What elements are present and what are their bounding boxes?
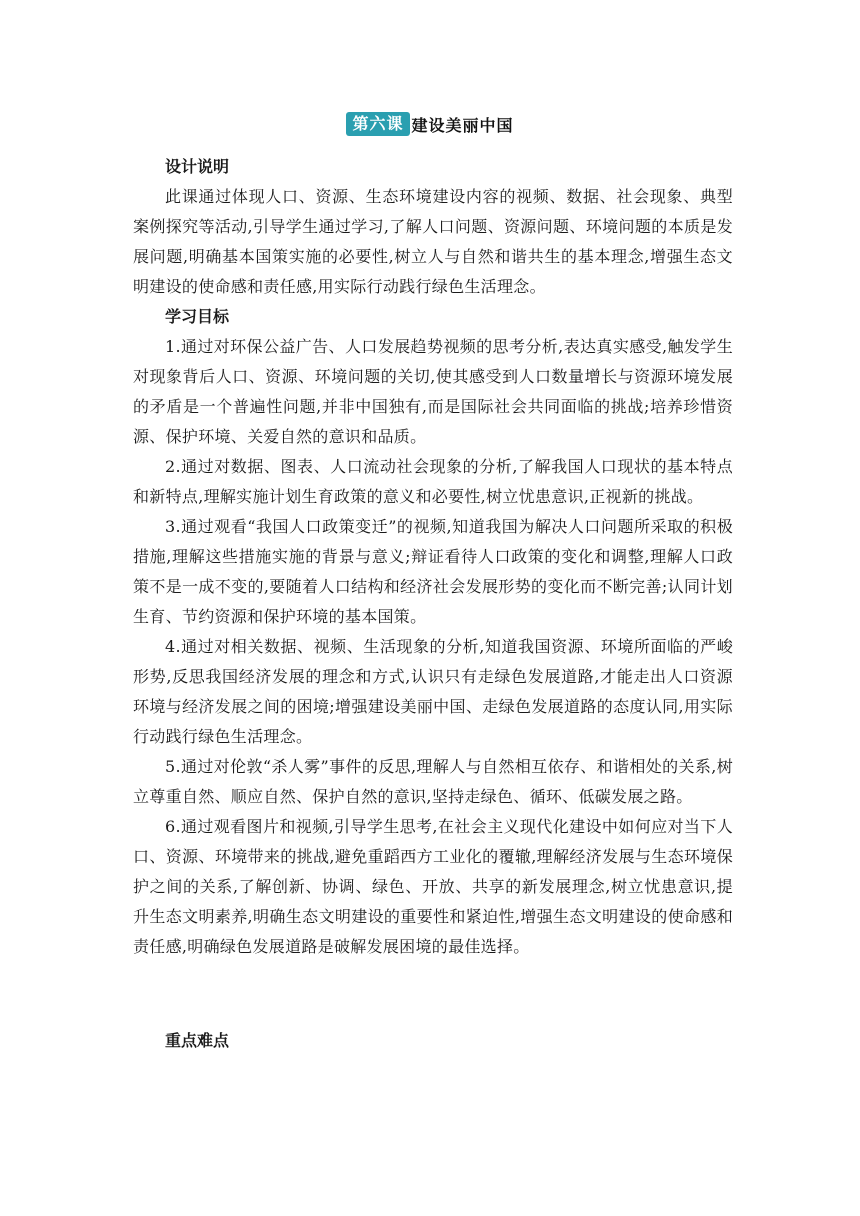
goal-item-4: 4.通过对相关数据、视频、生活现象的分析,知道我国资源、环境所面临的严峻形势,反思我国经济发展的理念和方式,认识只有走绿色发展道路,才能走出人口资源环境与经济发展之间的困境;增强建设美丽中国、走绿色发展道路的态度认同,用实际行动践行绿色生活理念。: [133, 637, 733, 746]
design-paragraph: 此课通过体现人口、资源、生态环境建设内容的视频、数据、社会现象、典型案例探究等活动,引导学生通过学习,了解人口问题、资源问题、环境问题的本质是发展问题,明确基本国策实施的必要性,树立人与自然和谐共生的基本理念,增强生态文明建设的使命感和责任感,用实际行动践行绿色生活理念。: [133, 187, 733, 296]
key-points-heading: 重点难点: [165, 1031, 230, 1050]
lesson-title-text: 建设美丽中国: [411, 115, 514, 135]
goal-item-1: 1.通过对环保公益广告、人口发展趋势视频的思考分析,表达真实感受,触发学生对现象背后人口、资源、环境问题的关切,使其感受到人口数量增长与资源环境发展的矛盾是一个普遍性问题,并非中国独有,而是国际社会共同面临的挑战;培养珍惜资源、保护环境、关爱自然的意识和品质。: [133, 337, 733, 446]
goal-item-2: 2.通过对数据、图表、人口流动社会现象的分析,了解我国人口现状的基本特点和新特点,理解实施计划生育政策的意义和必要性,树立忧患意识,正视新的挑战。: [133, 457, 733, 506]
lesson-number-badge: 第六课: [346, 112, 409, 136]
goal-item-3: 3.通过观看“我国人口政策变迁”的视频,知道我国为解决人口问题所采取的积极措施,理解这些措施实施的背景与意义;辩证看待人口政策的变化和调整,理解人口政策不是一成不变的,要随着人口结构和经济社会发展形势的变化而不断完善;认同计划生育、节约资源和保护环境的基本国策。: [133, 517, 733, 626]
goals-heading: 学习目标: [165, 307, 230, 326]
goal-item-6: 6.通过观看图片和视频,引导学生思考,在社会主义现代化建设中如何应对当下人口、资源、环境带来的挑战,避免重蹈西方工业化的覆辙,理解经济发展与生态环境保护之间的关系,了解创新、协调、绿色、开放、共享的新发展理念,树立忧患意识,提升生态文明素养,明确生态文明建设的重要性和紧迫性,增强生态文明建设的使命感和责任感,明确绿色发展道路是破解发展困境的最佳选择。: [133, 817, 733, 956]
design-heading: 设计说明: [165, 157, 230, 176]
lesson-title: [0, 112, 860, 136]
section-spacer: [133, 962, 733, 1026]
goal-item-5: 5.通过对伦敦“杀人雾”事件的反思,理解人与自然相互依存、和谐相处的关系,树立尊重自然、顺应自然、保护自然的意识,坚持走绿色、循环、低碳发展之路。: [133, 757, 733, 806]
document-body: [133, 152, 733, 1056]
